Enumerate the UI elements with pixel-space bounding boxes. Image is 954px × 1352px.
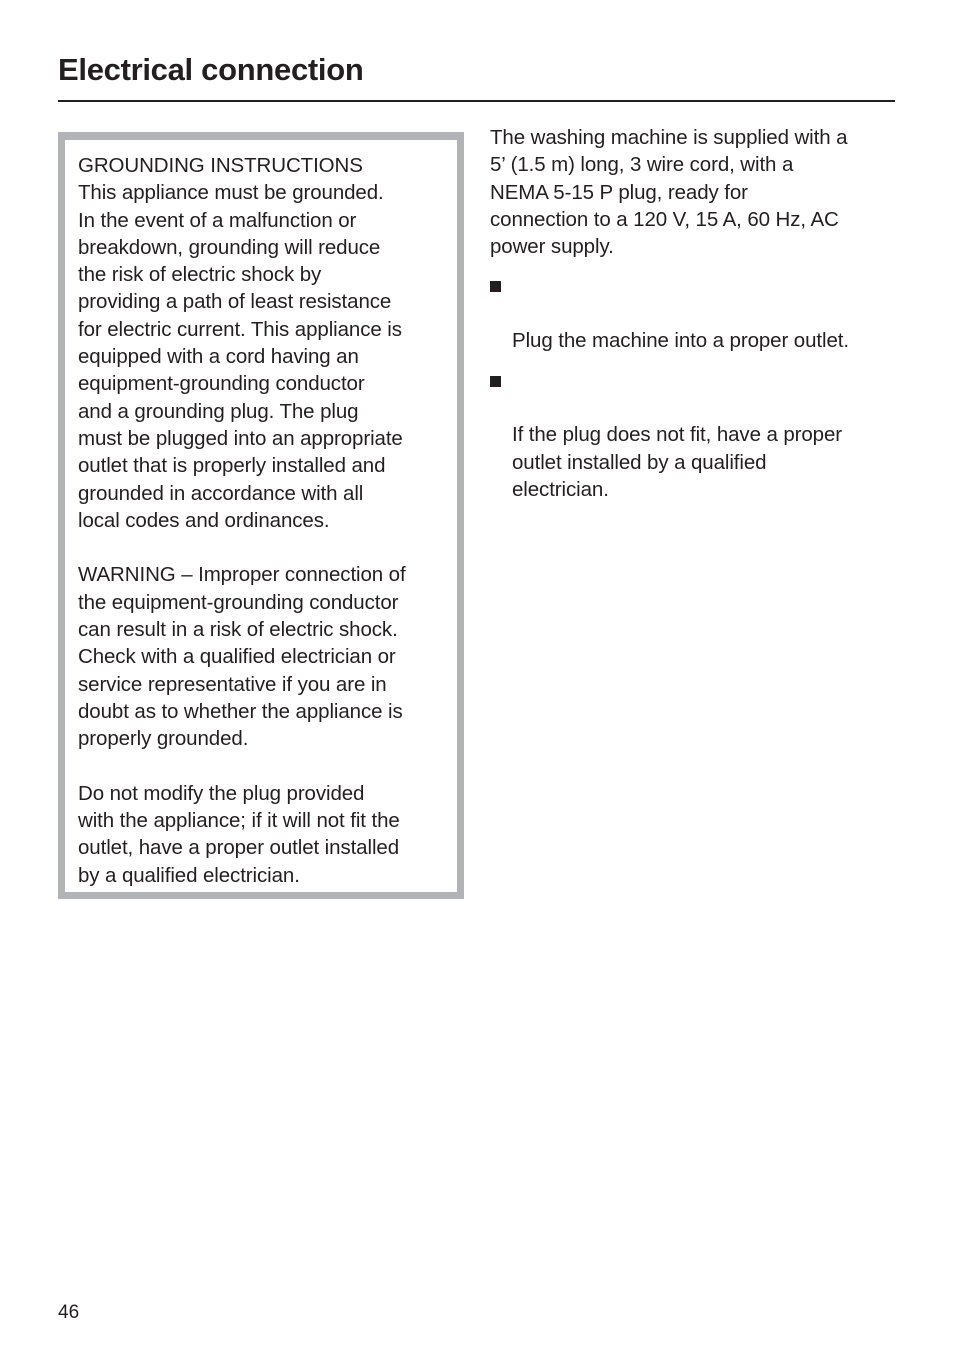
page-number: 46 (58, 1302, 80, 1323)
list-item (490, 367, 900, 503)
list-item (490, 272, 900, 354)
list-item-text: If the plug does not fit, have a proper outlet installed by a qualified electrician. (512, 423, 843, 502)
connection-steps-list (490, 272, 900, 503)
list-item-text: Plug the machine into a proper outlet. (512, 329, 849, 353)
square-bullet-icon (490, 281, 501, 292)
page-title: Electrical connection (58, 52, 364, 87)
grounding-instructions-box (58, 132, 464, 899)
grounding-instructions-paragraph: GROUNDING INSTRUCTIONS This appliance must be grounded. In the event of a malfunction or breakdown, grounding will reduce the risk of electric shock by providing a path of least resistance for electric current. This appliance is equipped with a cord having an equipment-grounding conductor and a grounding plug. The plug must be plugged into an appropriate outlet that is properly installed and grounded in accordance with all local codes and ordinances. (78, 154, 403, 532)
improper-connection-warning-paragraph: WARNING – Improper connection of the equipment-grounding conductor can result in a risk of electric shock. Check with a qualified electrician or service representative if you are in doubt as to whether the appliance is properly grounded. (78, 563, 406, 751)
power-cord-description: The washing machine is supplied with a 5’ (1.5 m) long, 3 wire cord, with a NEMA 5-15 P plug, ready for connection to a 120 V, 15 A, 60 Hz, AC power supply. (490, 126, 848, 259)
plug-modification-paragraph: Do not modify the plug provided with the appliance; if it will not fit the outlet, have a proper outlet installed by a qualified electrician. (78, 781, 400, 887)
power-supply-section (490, 124, 900, 516)
title-divider (58, 100, 895, 102)
square-bullet-icon (490, 376, 501, 387)
